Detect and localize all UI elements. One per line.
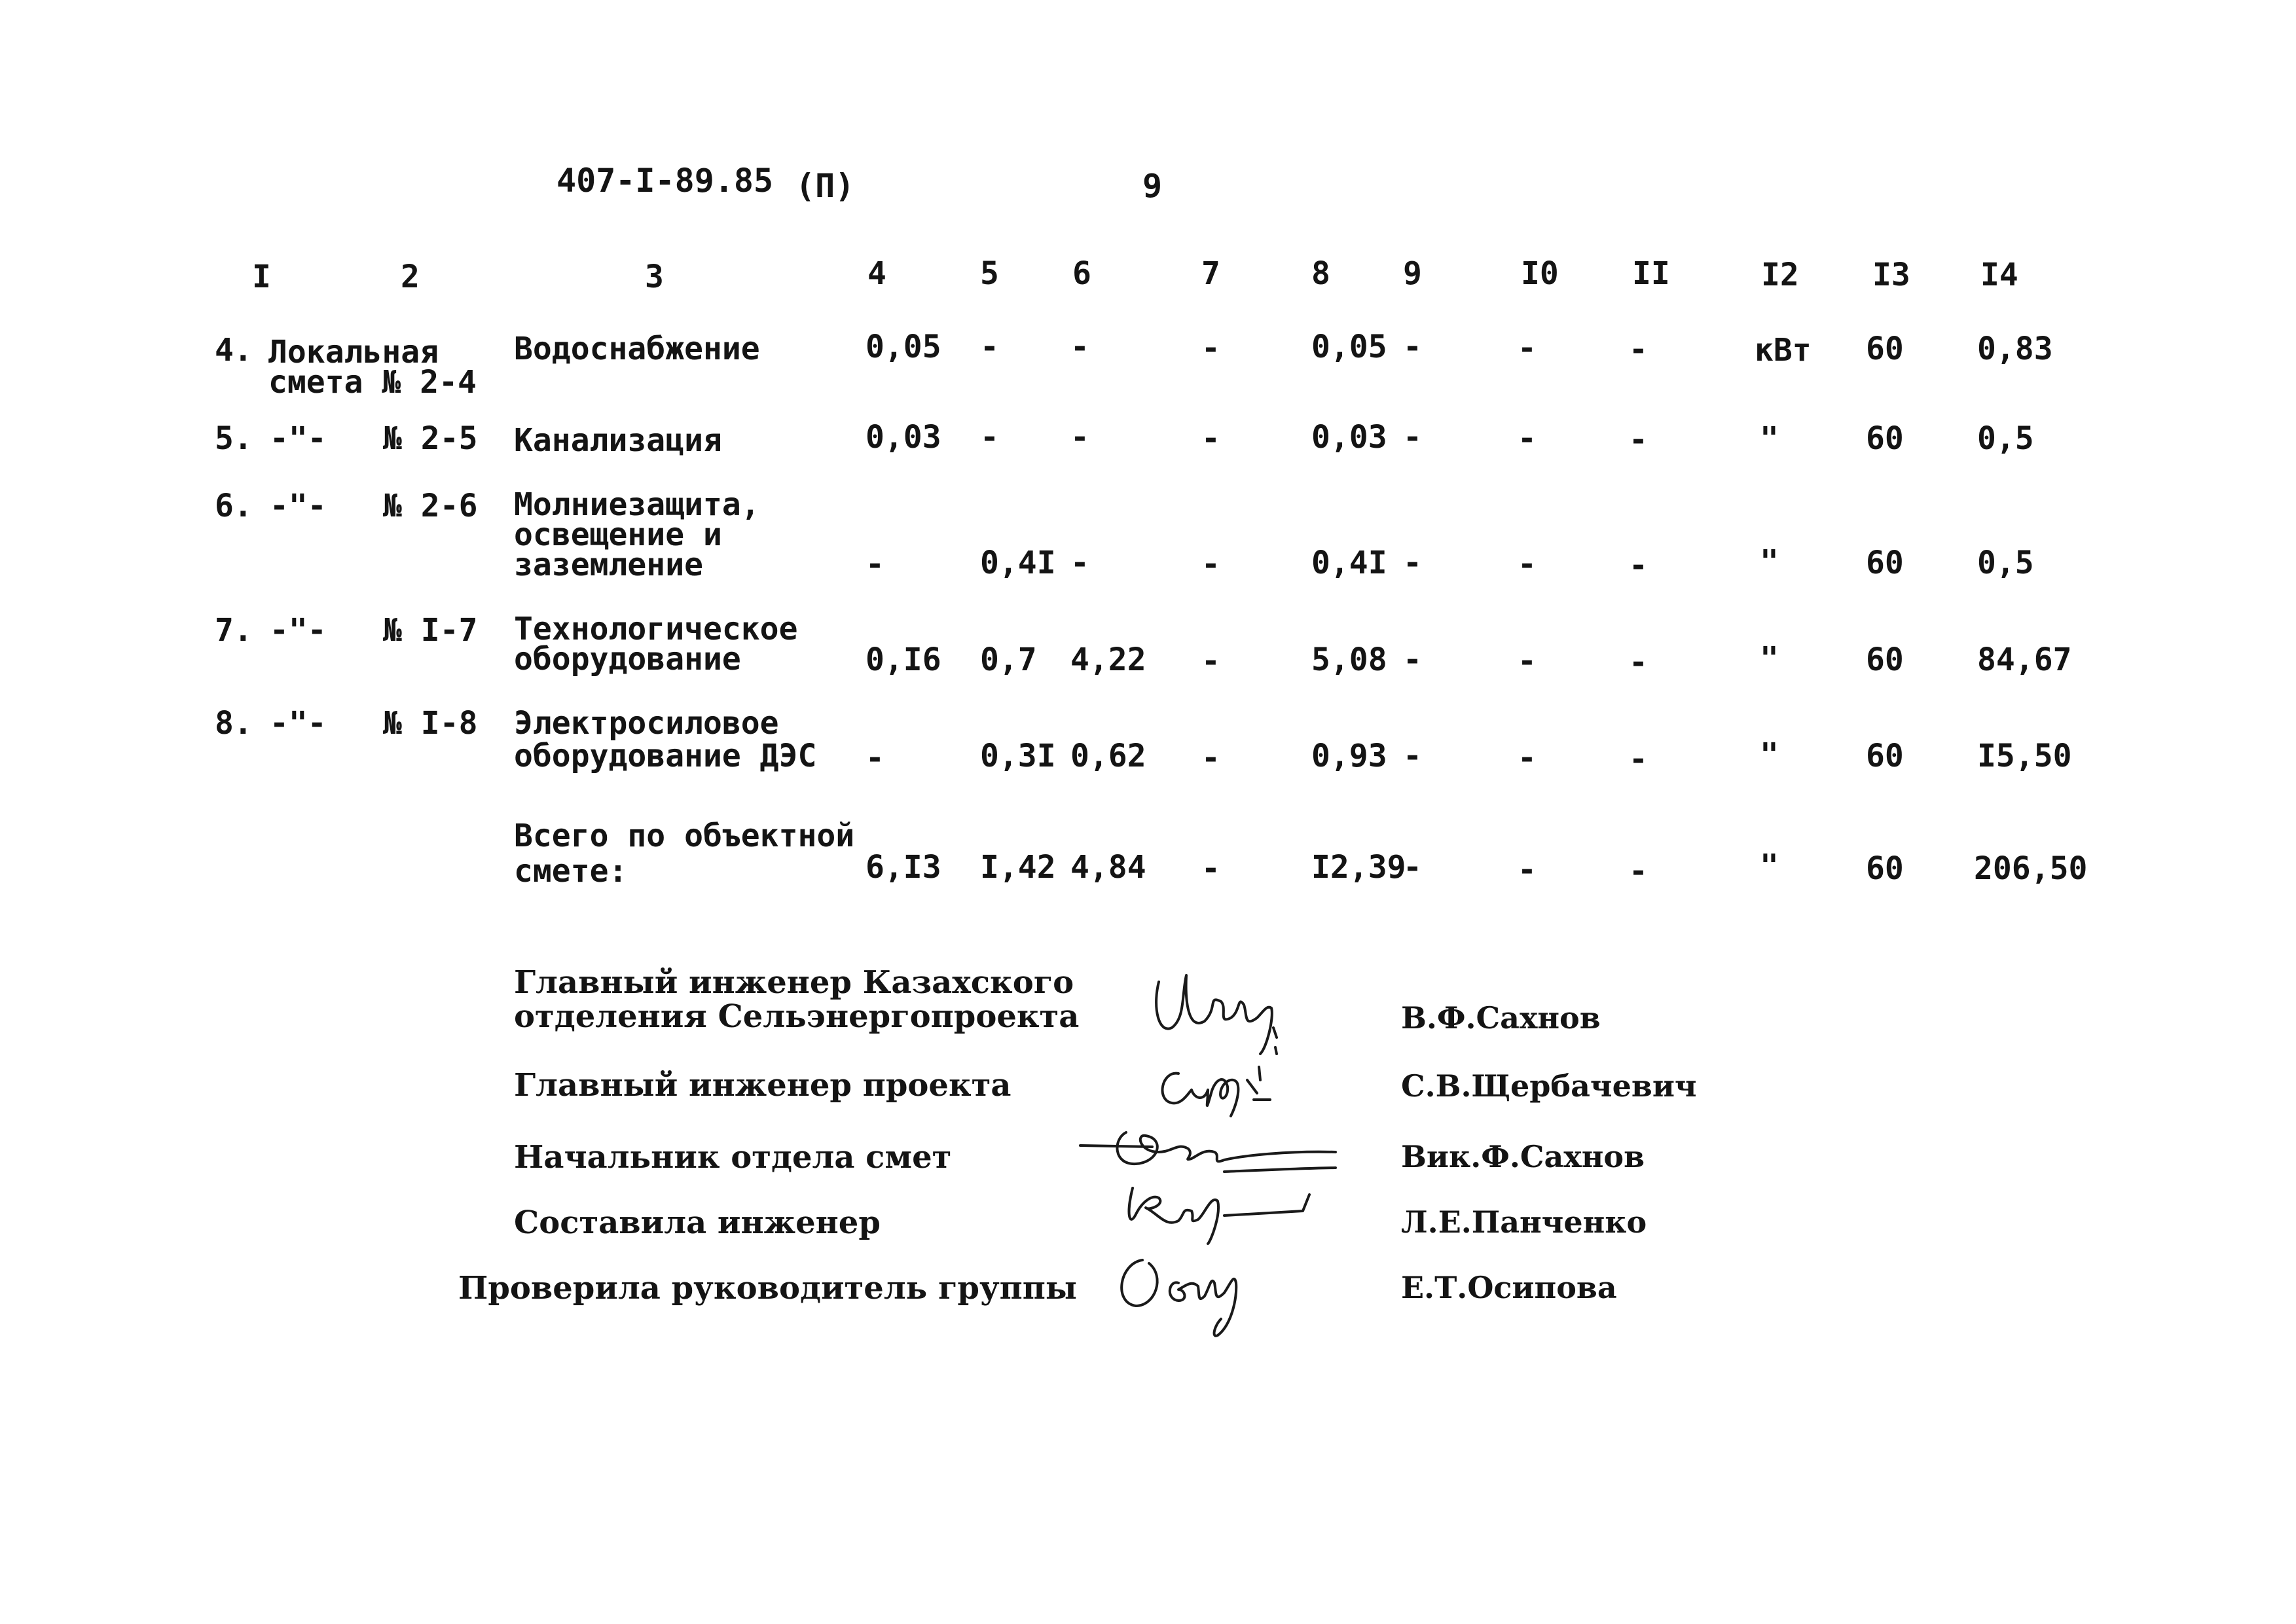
column-header-12: I2 — [1761, 257, 1799, 293]
cell-col10: - — [1518, 643, 1537, 679]
row-estimate-ref: Локальная смета № 2-4 — [268, 334, 477, 401]
cell-col14: 0,5 — [1977, 420, 2034, 457]
cell-col11: - — [1629, 644, 1648, 681]
cell-col13: 60 — [1866, 545, 1904, 581]
document-code: 407-I-89.85 — [556, 162, 774, 200]
column-header-9: 9 — [1403, 255, 1422, 292]
signatory-title: Главный инженер Казахского отделения Сельэнергопроекта — [514, 964, 1080, 1035]
cell-col14: 0,5 — [1977, 545, 2034, 581]
cell-col5: - — [980, 419, 999, 456]
column-header-10: I0 — [1521, 255, 1559, 292]
row-estimate-ref: № I-7 — [383, 612, 478, 649]
row-description: Водоснабжение — [514, 331, 760, 367]
cell-col4: - — [866, 546, 884, 583]
cell-col7: - — [1201, 643, 1220, 679]
row-description: Канализация — [514, 422, 722, 459]
cell-col8: 0,93 — [1311, 738, 1387, 774]
cell-col14: I5,50 — [1977, 738, 2072, 774]
signatory-title: Проверила руководитель группы — [458, 1270, 1078, 1307]
cell-col10: - — [1518, 420, 1537, 457]
signatory-title: Составила инженер — [514, 1204, 881, 1241]
cell-col9: - — [1403, 545, 1422, 581]
cell-col5: - — [980, 329, 999, 365]
cell-col13: 60 — [1866, 420, 1904, 457]
row-description: Электросиловое оборудование ДЭС — [514, 705, 817, 774]
handwritten-signature-4 — [1113, 1175, 1329, 1247]
row-ditto: -"- — [270, 612, 327, 649]
cell-col9: - — [1403, 641, 1422, 678]
column-header-11: II — [1632, 255, 1670, 292]
cell-col4: 0,I6 — [866, 641, 941, 678]
total-col8: I2,39 — [1311, 849, 1406, 886]
cell-unit: " — [1760, 420, 1779, 457]
cell-col11: - — [1629, 547, 1648, 584]
cell-col6: - — [1070, 329, 1089, 365]
column-header-5: 5 — [980, 255, 999, 292]
cell-col8: 0,05 — [1311, 329, 1387, 365]
cell-col4: 0,05 — [866, 329, 941, 365]
row-description: Молниезащита, освещение и заземление — [514, 486, 760, 583]
column-header-6: 6 — [1072, 255, 1091, 292]
column-header-1: I — [252, 259, 271, 295]
cell-col11: - — [1629, 422, 1648, 458]
cell-col5: 0,3I — [980, 738, 1056, 774]
cell-col7: - — [1201, 330, 1220, 367]
cell-col13: 60 — [1866, 331, 1904, 367]
handwritten-signature-2 — [1142, 1054, 1313, 1119]
row-estimate-ref: № 2-5 — [383, 420, 478, 457]
cell-col8: 0,03 — [1311, 419, 1387, 456]
row-estimate-ref: № I-8 — [383, 705, 478, 742]
total-col6: 4,84 — [1070, 849, 1146, 886]
cell-col7: - — [1201, 740, 1220, 776]
row-number: 5. — [215, 420, 253, 457]
total-col9: - — [1403, 849, 1422, 886]
cell-col7: - — [1201, 420, 1220, 457]
cell-col6: 4,22 — [1070, 641, 1146, 678]
total-col13: 60 — [1866, 850, 1904, 887]
column-header-14: I4 — [1980, 257, 2018, 293]
cell-col7: - — [1201, 546, 1220, 583]
total-col10: - — [1518, 852, 1537, 888]
cell-col10: - — [1518, 546, 1537, 583]
row-number: 4. — [215, 332, 253, 369]
cell-unit: " — [1760, 640, 1779, 677]
cell-unit: " — [1760, 543, 1779, 580]
signatory-name: Вик.Ф.Сахнов — [1401, 1139, 1645, 1174]
cell-col14: 0,83 — [1977, 331, 2053, 367]
column-header-3: 3 — [645, 259, 664, 295]
total-label: Всего по объектной смете: — [514, 818, 855, 890]
cell-col8: 0,4I — [1311, 545, 1387, 581]
signatory-name: В.Ф.Сахнов — [1401, 1000, 1601, 1036]
column-header-8: 8 — [1311, 255, 1330, 292]
signatory-title: Главный инженер проекта — [514, 1067, 1011, 1104]
cell-col6: 0,62 — [1070, 738, 1146, 774]
row-ditto: -"- — [270, 420, 327, 457]
cell-col8: 5,08 — [1311, 641, 1387, 678]
row-description: Технологическое оборудование — [514, 611, 798, 677]
row-number: 6. — [215, 488, 253, 524]
signatory-title: Начальник отдела смет — [514, 1139, 952, 1176]
cell-col10: - — [1518, 330, 1537, 367]
cell-col14: 84,67 — [1977, 641, 2072, 678]
cell-col5: 0,4I — [980, 545, 1056, 581]
cell-unit: кВт — [1755, 332, 1812, 369]
cell-col4: - — [866, 740, 884, 776]
total-col11: - — [1629, 853, 1648, 890]
handwritten-signature-5 — [1106, 1240, 1277, 1345]
total-col7: - — [1201, 850, 1220, 887]
cell-col6: - — [1070, 545, 1089, 581]
row-ditto: -"- — [270, 705, 327, 742]
cell-col11: - — [1629, 741, 1648, 778]
cell-col11: - — [1629, 331, 1648, 368]
cell-col10: - — [1518, 740, 1537, 776]
cell-col9: - — [1403, 738, 1422, 774]
column-header-13: I3 — [1872, 257, 1910, 293]
total-unit: " — [1760, 848, 1779, 884]
handwritten-signature-1 — [1146, 956, 1316, 1060]
cell-col6: - — [1070, 419, 1089, 456]
cell-col13: 60 — [1866, 738, 1904, 774]
column-header-2: 2 — [401, 259, 420, 295]
cell-col9: - — [1403, 329, 1422, 365]
signatory-name: Е.Т.Осипова — [1401, 1270, 1617, 1305]
cell-col5: 0,7 — [980, 641, 1037, 678]
total-col5: I,42 — [980, 849, 1056, 886]
cell-col9: - — [1403, 419, 1422, 456]
cell-col4: 0,03 — [866, 419, 941, 456]
row-ditto: -"- — [270, 488, 327, 524]
document-suffix: (П) — [795, 167, 855, 205]
cell-col13: 60 — [1866, 641, 1904, 678]
total-col4: 6,I3 — [866, 849, 941, 886]
page-number: 9 — [1142, 167, 1163, 205]
column-header-7: 7 — [1201, 255, 1220, 292]
row-estimate-ref: № 2-6 — [383, 488, 478, 524]
cell-unit: " — [1760, 736, 1779, 773]
total-col14: 206,50 — [1974, 850, 2088, 887]
signatory-name: С.В.Щербачевич — [1401, 1068, 1697, 1104]
signatory-name: Л.Е.Панченко — [1401, 1204, 1647, 1240]
row-number: 8. — [215, 705, 253, 742]
column-header-4: 4 — [867, 255, 886, 292]
row-number: 7. — [215, 612, 253, 649]
